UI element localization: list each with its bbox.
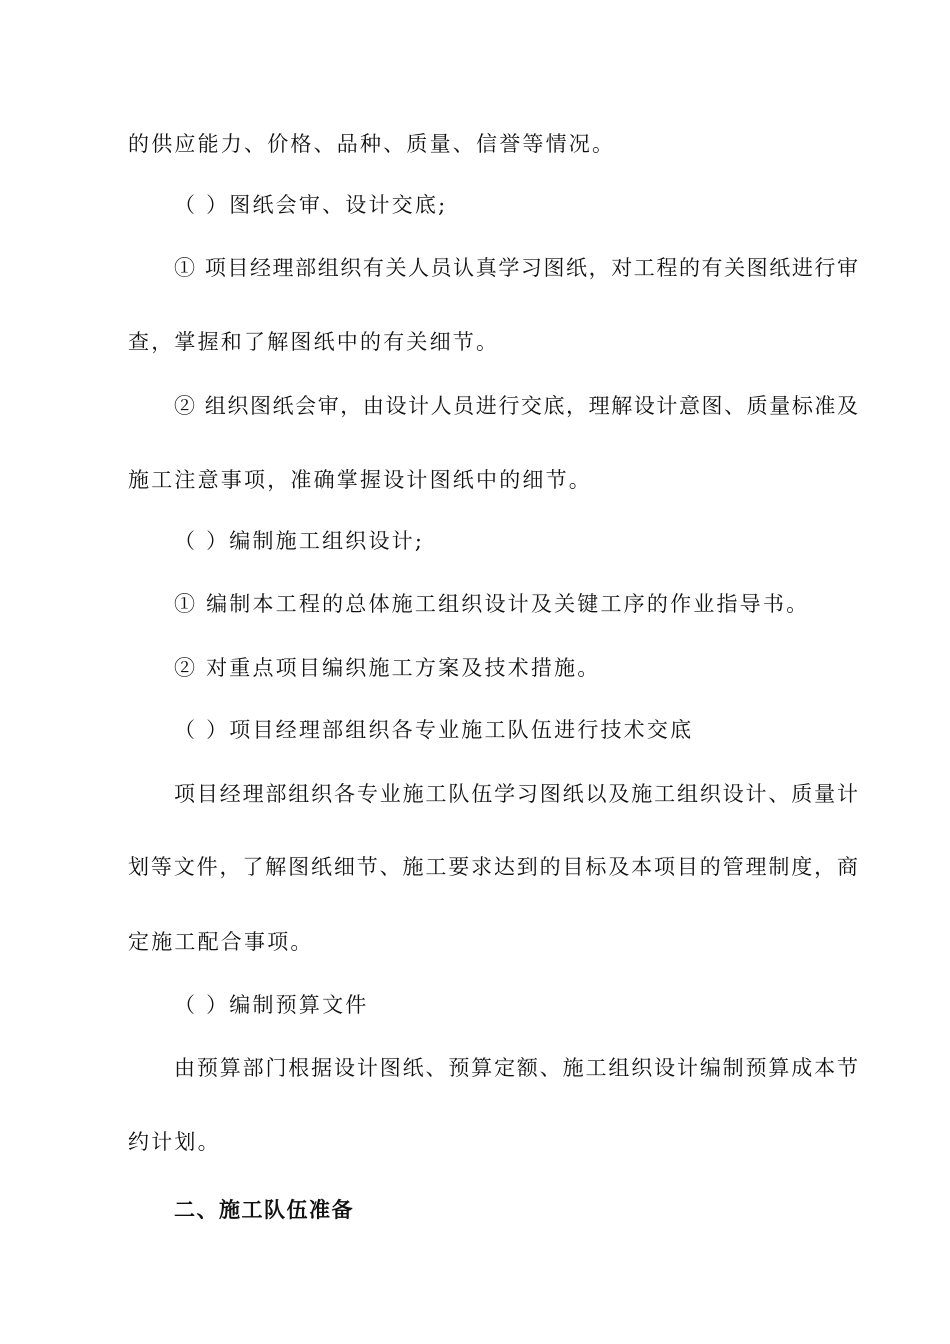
subsection-heading: （ ）项目经理部组织各专业施工队伍进行技术交底 — [174, 718, 694, 742]
section-heading: 二、施工队伍准备 — [174, 1198, 354, 1222]
paragraph-line: 施工注意事项，准确掌握设计图纸中的细节。 — [128, 468, 592, 492]
subsection-heading: （ ）编制施工组织设计; — [174, 529, 425, 553]
paragraph-line: 的供应能力、价格、品种、质量、信誉等情况。 — [128, 132, 616, 156]
paragraph-line: 项目经理部组织各专业施工队伍学习图纸以及施工组织设计、质量计 — [174, 782, 858, 806]
paragraph-line: 定施工配合事项。 — [128, 930, 314, 954]
paragraph-line: 由预算部门根据设计图纸、预算定额、施工组织设计编制预算成本节 — [174, 1056, 858, 1080]
subsection-heading: （ ）图纸会审、设计交底; — [174, 193, 448, 217]
list-item: ② 组织图纸会审，由设计人员进行交底，理解设计意图、质量标准及 — [174, 394, 858, 418]
subsection-heading: （ ）编制预算文件 — [174, 993, 369, 1017]
paragraph-line: 查，掌握和了解图纸中的有关细节。 — [128, 330, 500, 354]
paragraph-line: 约计划。 — [128, 1130, 221, 1154]
list-item: ② 对重点项目编织施工方案及技术措施。 — [174, 656, 601, 680]
list-item: ① 项目经理部组织有关人员认真学习图纸，对工程的有关图纸进行审 — [174, 256, 858, 280]
paragraph-line: 划等文件，了解图纸细节、施工要求达到的目标及本项目的管理制度，商 — [128, 855, 858, 879]
list-item: ① 编制本工程的总体施工组织设计及关键工序的作业指导书。 — [174, 592, 810, 616]
